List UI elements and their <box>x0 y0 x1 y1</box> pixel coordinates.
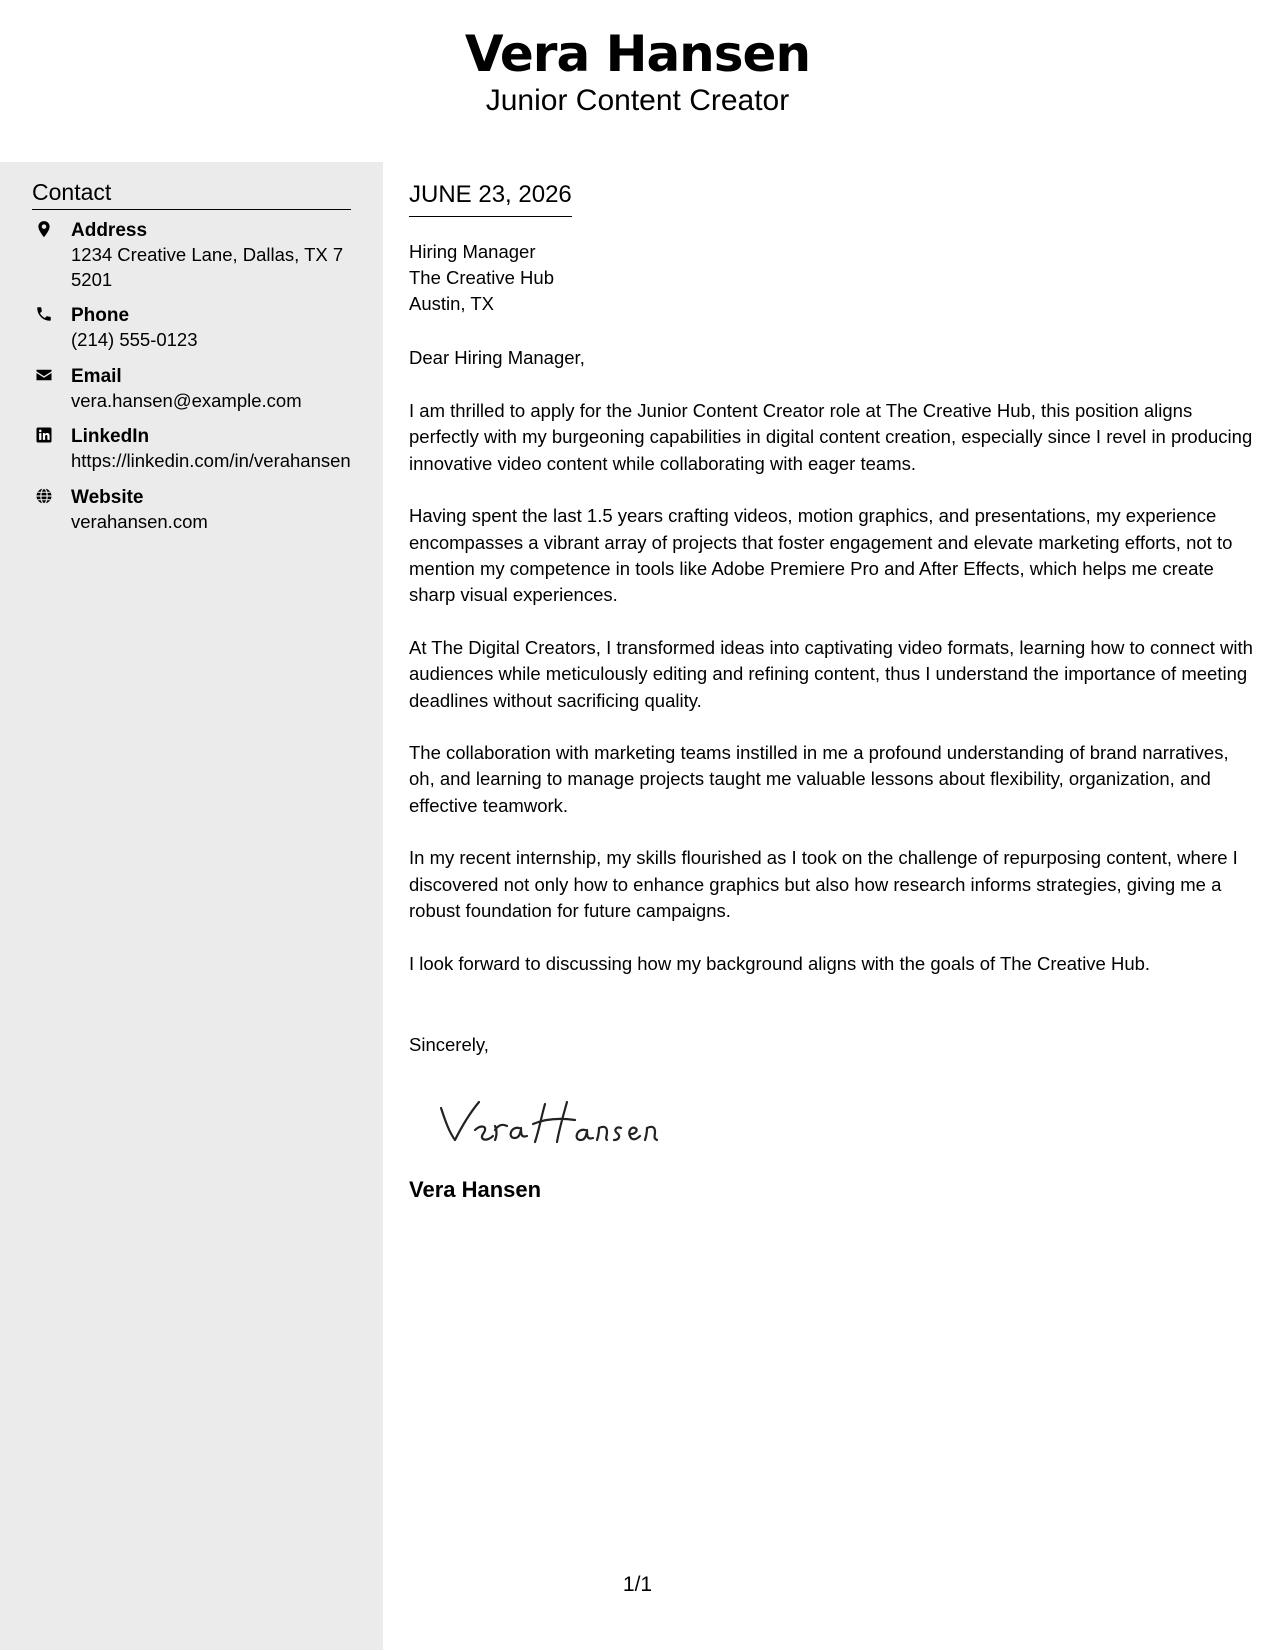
contact-sidebar <box>0 162 383 1650</box>
contact-heading: Contact <box>32 176 351 210</box>
linkedin-icon <box>35 426 53 444</box>
contact-label: Email <box>71 365 122 387</box>
paragraph: Having spent the last 1.5 years crafting videos, motion graphics, and presentations, my experience encompasses a vibrant array of projects that foster engagement and elevate marketing efforts, not to mention my competence in tools like Adobe Premiere Pro and After Effects, which helps me create sharp visual experiences. <box>409 505 1233 606</box>
contact-label: Phone <box>71 305 130 326</box>
recipient-line: Austin, TX <box>409 293 495 314</box>
signer-name: Vera Hansen <box>409 1177 542 1202</box>
letter-paragraphs <box>409 398 1254 1003</box>
contact-list <box>32 218 352 545</box>
paragraph: The collaboration with marketing teams instilled in me a profound understanding of brand narratives, oh, and learning to manage projects taught me valuable lessons about flexibility, organization, and effective teamwork. <box>409 742 1229 816</box>
envelope-icon <box>35 366 53 384</box>
applicant-name: Vera Hansen <box>464 25 811 83</box>
contact-address <box>32 218 352 292</box>
contact-email <box>32 364 352 414</box>
recipient-line: The Creative Hub <box>409 267 554 288</box>
phone-icon <box>35 305 53 323</box>
contact-linkedin <box>32 424 352 474</box>
paragraph: At The Digital Creators, I transformed ideas into captivating video formats, learning how to connect with audiences while meticulously editing and refining content, thus I understand the importance of meeting deadlines without sacrificing quality. <box>409 636 1253 711</box>
address-value: 1234 Creative Lane, Dallas, TX 75201 <box>71 244 344 290</box>
salutation: Dear Hiring Manager, <box>409 347 585 368</box>
paragraph: I look forward to discussing how my background aligns with the goals of The Creative Hub. <box>409 952 1151 974</box>
job-title: Junior Content Creator <box>485 84 790 117</box>
page-number: 1/1 <box>622 1573 653 1596</box>
letter-date: JUNE 23, 2026 <box>409 178 572 217</box>
recipient-line: Hiring Manager <box>409 241 536 262</box>
map-pin-icon <box>35 220 53 238</box>
contact-label: LinkedIn <box>71 426 150 447</box>
linkedin-value[interactable]: https://linkedin.com/in/verahansen <box>71 450 351 471</box>
phone-value: (214) 555-0123 <box>71 329 198 350</box>
recipient-block <box>409 239 554 317</box>
contact-label: Address <box>71 220 148 241</box>
globe-icon <box>35 487 53 505</box>
contact-label: Website <box>71 486 144 508</box>
email-value[interactable]: vera.hansen@example.com <box>71 389 302 411</box>
closing: Sincerely, <box>409 1034 489 1055</box>
handwritten-signature <box>435 1090 665 1150</box>
contact-website <box>32 485 352 535</box>
paragraph: In my recent internship, my skills flourished as I took on the challenge of repurposing content, where I discovered not only how to enhance graphics but also how research informs strategies, giving me a robust foundation for future campaigns. <box>409 847 1238 922</box>
website-value[interactable]: verahansen.com <box>71 510 208 532</box>
paragraph: I am thrilled to apply for the Junior Content Creator role at The Creative Hub, this position aligns perfectly with my burgeoning capabilities in digital content creation, especially since I revel in producing innovative video content while collaborating with eager teams. <box>409 400 1253 474</box>
letter-header <box>0 0 1275 162</box>
contact-phone <box>32 303 352 353</box>
